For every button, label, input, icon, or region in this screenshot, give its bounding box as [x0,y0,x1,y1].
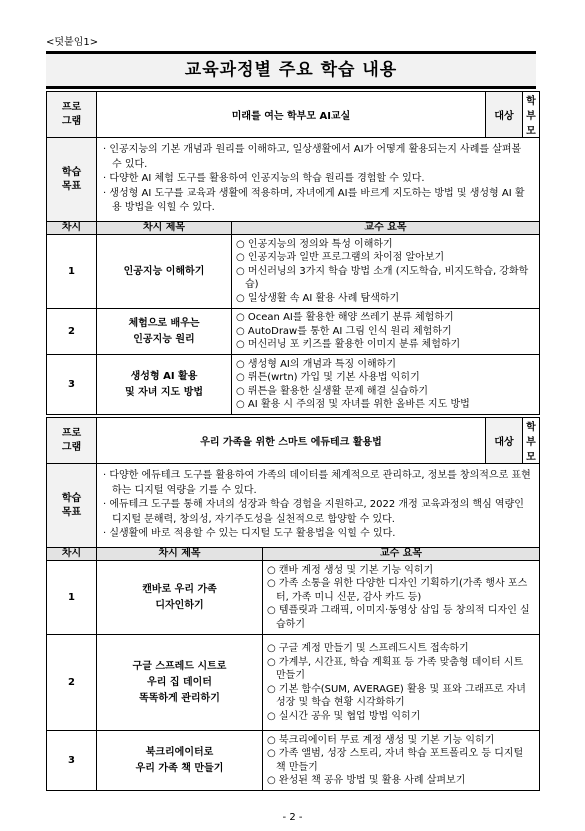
session-no: 2 [47,635,97,731]
teaching-point: ○ 템플릿과 그래픽, 이미지·동영상 삽입 등 창의적 디자인 실습하기 [267,605,530,630]
goal-item: · 다양한 에듀테크 도구를 활용하여 가족의 데이터를 체계적으로 관리하고, 정보를 창의적으로 표현하는 디지털 역량을 기를 수 있다. [103,470,531,496]
teaching-point: ○ 뤼튼을 활용한 실생활 문제 해결 실습하기 [236,385,429,397]
teaching-point: ○ 일상생활 속 AI 활용 사례 탐색하기 [236,292,400,304]
session-no: 3 [47,731,97,791]
teaching-point: ○ AutoDraw를 통한 AI 그림 인식 원리 체험하기 [236,325,452,337]
session-row [47,309,540,355]
goal-item: · 다양한 AI 체험 도구를 활용하여 인공지능의 학습 원리를 경험할 수 있다. [103,173,425,185]
session-title: 생성형 AI 활용 및 자녀 지도 방법 [97,355,232,415]
program-table-1 [46,91,540,415]
target-value: 학부모 [523,418,540,464]
teaching-point: ○ 북크리에이터 무료 계정 생성 및 기본 기능 익히기 [267,734,495,746]
target-label: 대상 [486,92,523,138]
session-title: 캔바로 우리 가족 디자인하기 [97,561,263,635]
document-title: 교육과정별 주요 학습 내용 [46,51,536,89]
goal-label: 학습목표 [47,464,97,548]
goal-list [97,464,540,548]
session-no: 3 [47,355,97,415]
session-title: 체험으로 배우는 인공지능 원리 [97,309,232,355]
goal-label: 학습목표 [47,138,97,222]
target-label: 대상 [486,418,523,464]
teaching-point: ○ 가계부, 시간표, 학습 계획표 등 가족 맞춤형 데이터 시트 만들기 [267,656,524,681]
teaching-point: ○ 가족 앨범, 성장 스토리, 자녀 학습 포트폴리오 등 디지털 책 만들기 [267,748,524,773]
goal-item: · 생성형 AI 도구를 교육과 생활에 적용하며, 자녀에게 AI를 바르게 지도하는 방법 및 생성형 AI 활용 방법을 익힐 수 있다. [103,187,525,214]
session-no-header: 차시 [47,548,97,561]
program-title: 우리 가족을 위한 스마트 에듀테크 활용법 [97,418,486,464]
teaching-point: ○ 인공지능의 정의와 특성 이해하기 [236,238,393,250]
goal-list [97,138,540,222]
session-row [47,561,540,635]
session-no: 2 [47,309,97,355]
program-label: 프로그램 [47,418,97,464]
teaching-point: ○ 머신러닝의 3가지 학습 방법 소개 (지도학습, 비지도학습, 강화학습) [236,265,529,291]
teaching-point: ○ AI 활용 시 주의점 및 자녀를 위한 올바른 지도 방법 [236,399,470,410]
teaching-point: ○ 뤼튼(wrtn) 가입 및 기본 사용법 익히기 [236,372,420,383]
teaching-points [232,355,540,415]
teaching-point: ○ 인공지능과 일반 프로그램의 차이점 알아보기 [236,252,445,264]
teaching-points-header: 교수 요목 [232,222,540,235]
attachment-label: <덧붙임1> [46,37,99,48]
teaching-points-header: 교수 요목 [263,548,540,561]
teaching-points [263,561,540,635]
session-title: 북크리에이터로 우리 가족 책 만들기 [97,731,263,791]
page-number: - 2 - [282,812,303,823]
session-row [47,355,540,415]
session-no: 1 [47,235,97,309]
session-title: 인공지능 이해하기 [97,235,232,309]
session-header-row [47,548,540,561]
teaching-point: ○ 가족 소통을 위한 다양한 디자인 기획하기(가족 행사 포스터, 가족 미니 신문, 감사 카드 등) [267,578,528,603]
teaching-point: ○ 구글 계정 만들기 및 스프레드시트 접속하기 [267,643,469,654]
teaching-point: ○ 생성형 AI의 개념과 특징 이해하기 [236,358,396,370]
teaching-point: ○ 실시간 공유 및 협업 방법 익히기 [267,710,421,722]
teaching-points [232,235,540,309]
target-value: 학부모 [523,92,540,138]
session-header-row [47,222,540,235]
session-row [47,731,540,791]
session-row [47,635,540,731]
goal-item: · 에듀테크 도구를 통해 자녀의 성장과 학습 경험을 지원하고, 2022 개정 교육과정의 핵심 역량인 디지털 문해력, 창의성, 자기주도성을 실천적으로 함양할 수 있다. [103,499,524,525]
teaching-points [263,731,540,791]
session-title-header: 차시 제목 [97,548,263,561]
session-title-header: 차시 제목 [97,222,232,235]
teaching-points [232,309,540,355]
teaching-point: ○ 기본 함수(SUM, AVERAGE) 활용 및 표와 그래프로 자녀 성장 및 학습 현황 시각화하기 [267,683,526,708]
teaching-point: ○ Ocean AI를 활용한 해양 쓰레기 분류 체험하기 [236,312,454,324]
session-title: 구글 스프레드 시트로 우리 집 데이터 똑똑하게 관리하기 [97,635,263,731]
session-no-header: 차시 [47,222,97,235]
goal-item: · 인공지능의 기본 개념과 원리를 이해하고, 일상생활에서 AI가 어떻게 활용되는지 사례를 살펴볼 수 있다. [103,144,522,170]
teaching-point: ○ 완성된 책 공유 방법 및 활용 사례 살펴보기 [267,775,466,786]
teaching-point: ○ 머신러닝 포 키즈를 활용한 이미지 분류 체험하기 [236,339,461,351]
program-title: 미래를 여는 학부모 AI교실 [97,92,486,138]
session-no: 1 [47,561,97,635]
program-table-2 [46,417,540,791]
teaching-point: ○ 캔바 계정 생성 및 기본 기능 익히기 [267,564,434,576]
teaching-points [263,635,540,731]
goal-item: · 실생활에 바로 적용할 수 있는 디지털 도구 활용법을 익힐 수 있다. [103,528,396,540]
program-label: 프로그램 [47,92,97,138]
session-row [47,235,540,309]
